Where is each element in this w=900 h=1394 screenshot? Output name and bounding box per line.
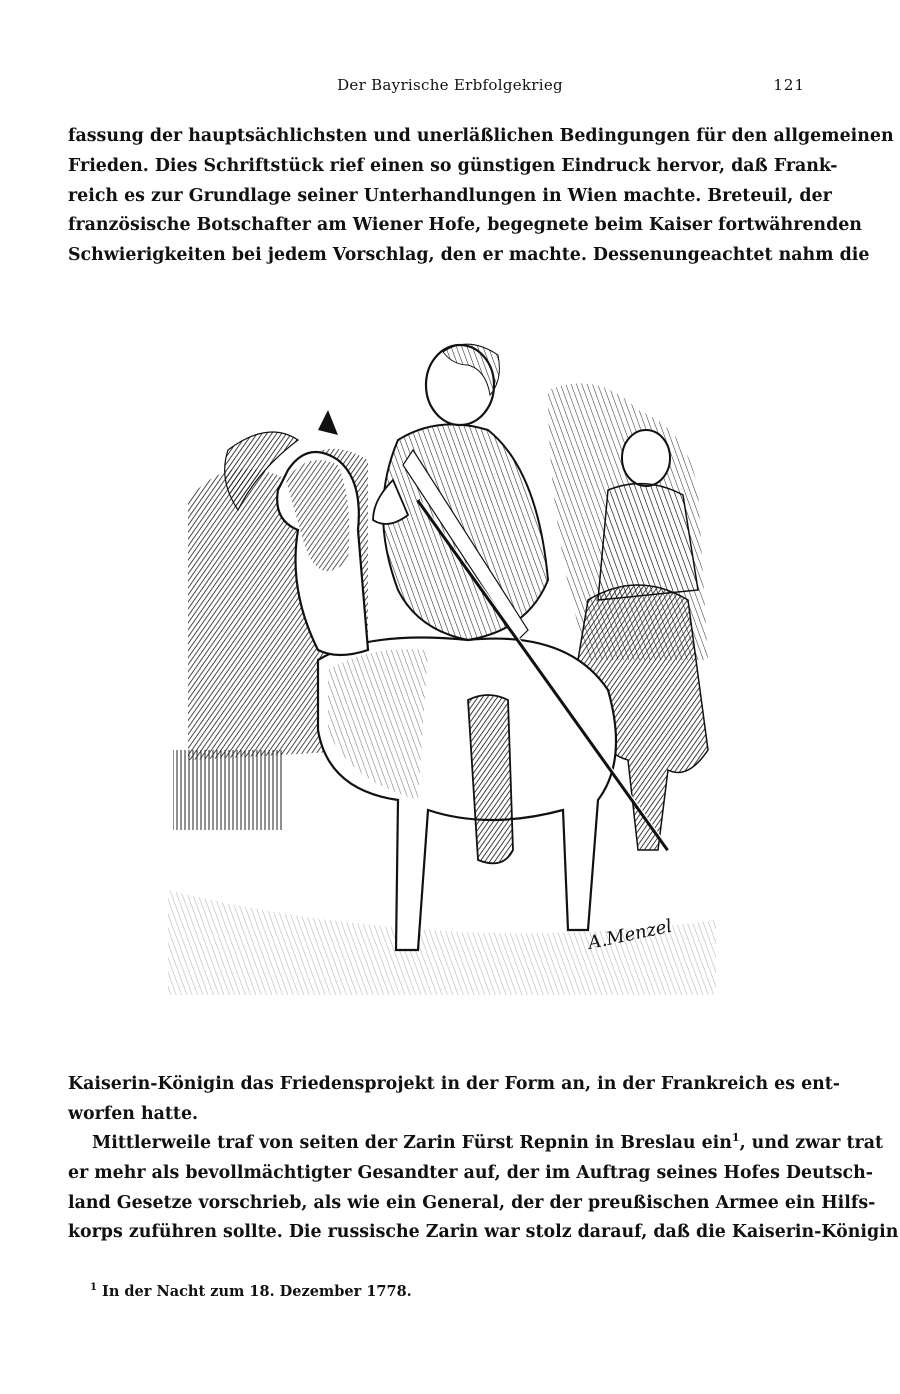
paragraph-3 xyxy=(68,1129,899,1248)
running-title: Der Bayrische Erbfolgekrieg xyxy=(337,76,563,94)
footnote xyxy=(90,1283,412,1300)
text-line: Kaiserin-Königin das Friedensprojekt in der Form an, in der Frankreich es ent- xyxy=(68,1074,841,1094)
footnote-mark: 1 xyxy=(90,1282,97,1294)
page-number: 121 xyxy=(773,76,805,94)
artist-signature: A.Menzel xyxy=(586,915,674,954)
footnote-text: In der Nacht zum 18. Dezember 1778. xyxy=(102,1283,412,1300)
text-line: korps zuführen sollte. Die russische Zarin war stolz darauf, daß die Kaiserin-Königin xyxy=(68,1222,899,1243)
text-segment: Mittlerweile traf von seiten der Zarin Fürst Repnin in Breslau ein xyxy=(92,1133,732,1153)
footnote-reference: 1 xyxy=(731,1131,740,1145)
horse-rider-illustration xyxy=(168,330,716,995)
text-segment: , und zwar trat xyxy=(739,1133,884,1153)
text-line xyxy=(68,1129,884,1159)
text-line: reich es zur Grundlage seiner Unterhandlungen in Wien machte. Breteuil, der xyxy=(68,185,832,206)
illustration-figure xyxy=(168,330,716,995)
text-line: französische Botschafter am Wiener Hofe, begegnete beim Kaiser fortwährenden xyxy=(68,215,862,236)
text-line: fassung der hauptsächlichsten und unerläßlichen Bedingungen für den allgemeinen xyxy=(68,126,894,146)
paragraph-1 xyxy=(68,122,894,271)
page-header xyxy=(0,76,900,100)
text-line: Frieden. Dies Schriftstück rief einen so günstigen Eindruck hervor, daß Frank- xyxy=(68,155,838,176)
text-line: er mehr als bevollmächtigter Gesandter auf, der im Auftrag seines Hofes Deutsch- xyxy=(68,1162,873,1183)
text-line: Schwierigkeiten bei jedem Vorschlag, den er machte. Dessenungeachtet nahm die xyxy=(68,245,870,266)
text-line: land Gesetze vorschrieb, als wie ein General, der der preußischen Armee ein Hilfs- xyxy=(68,1192,876,1213)
paragraph-2 xyxy=(68,1070,841,1130)
text-line: worfen hatte. xyxy=(68,1103,199,1124)
